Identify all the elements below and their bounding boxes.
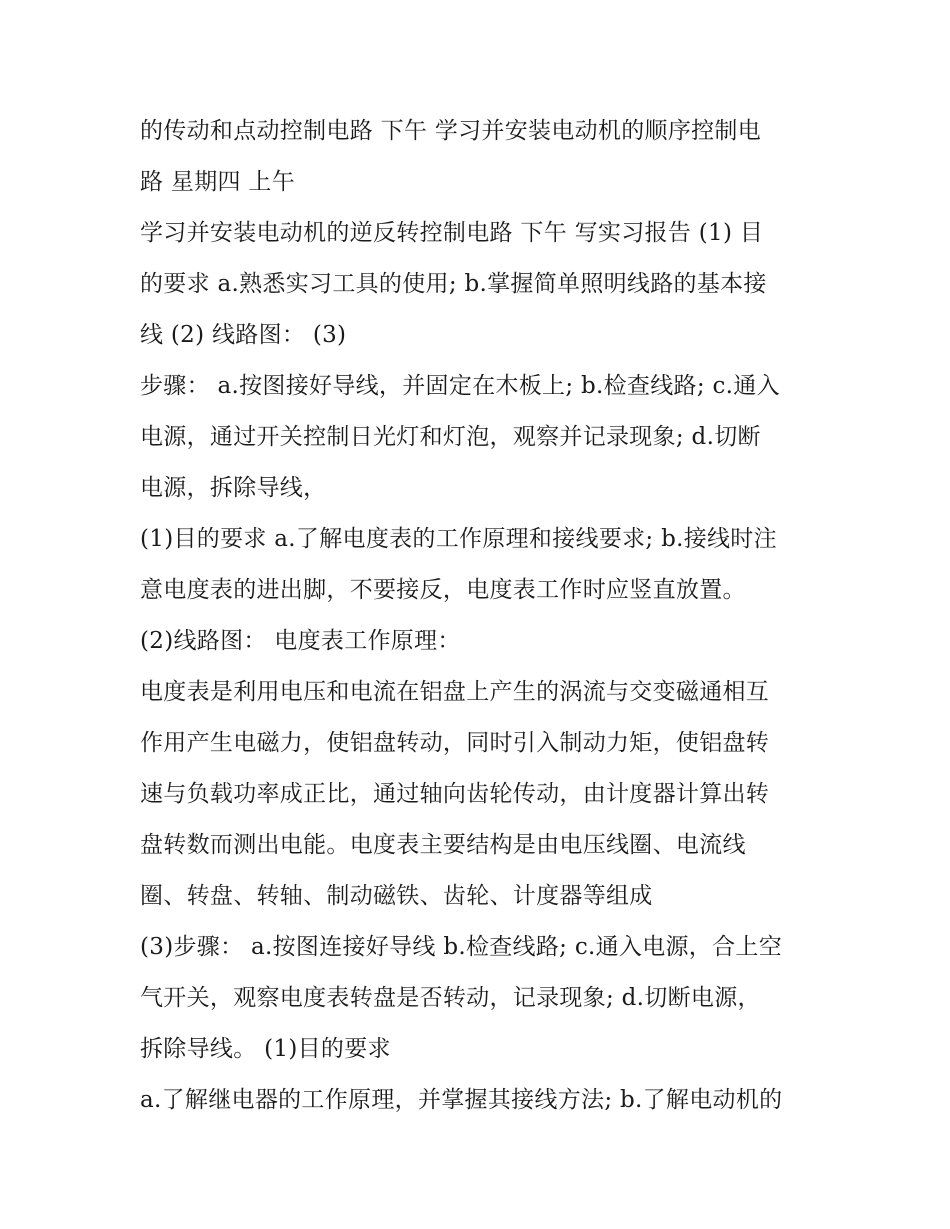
text-line: 路 星期四 上午	[140, 169, 296, 195]
body-text	[140, 106, 820, 1126]
text-line: 电源，通过开关控制日光灯和灯泡，观察并记录现象; d.切断	[140, 424, 761, 450]
text-line: 意电度表的进出脚，不要接反，电度表工作时应竖直放置。	[140, 577, 746, 603]
text-line: 圈、转盘、转轴、制动磁铁、齿轮、计度器等组成	[140, 883, 653, 909]
text-line: 电源，拆除导线，	[140, 475, 327, 501]
text-line: 速与负载功率成正比，通过轴向齿轮传动，由计度器计算出转	[140, 781, 770, 807]
text-line: (1)目的要求 a.了解电度表的工作原理和接线要求; b.接线时注	[140, 526, 777, 552]
text-line: 的传动和点动控制电路 下午 学习并安装电动机的顺序控制电	[140, 118, 762, 144]
text-line: (2)线路图： 电度表工作原理：	[140, 628, 461, 654]
text-line: 气开关，观察电度表转盘是否转动，记录现象; d.切断电源，	[140, 985, 761, 1011]
text-line: 学习并安装电动机的逆反转控制电路 下午 写实习报告 (1) 目	[140, 220, 764, 246]
text-line: 拆除导线。 (1)目的要求	[140, 1036, 391, 1062]
text-line: 的要求 a.熟悉实习工具的使用; b.掌握简单照明线路的基本接	[140, 271, 767, 297]
text-line: 电度表是利用电压和电流在铝盘上产生的涡流与交变磁通相互	[140, 679, 770, 705]
text-line: 线 (2) 线路图： (3)	[140, 322, 347, 348]
text-line: a.了解继电器的工作原理，并掌握其接线方法; b.了解电动机的	[140, 1087, 783, 1113]
text-line: 作用产生电磁力，使铝盘转动，同时引入制动力矩，使铝盘转	[140, 730, 770, 756]
text-line: 盘转数而测出电能。电度表主要结构是由电压线圈、电流线	[140, 832, 746, 858]
text-line: (3)步骤： a.按图连接好导线 b.检查线路; c.通入电源，合上空	[140, 934, 783, 960]
text-line: 步骤： a.按图接好导线，并固定在木板上; b.检查线路; c.通入	[140, 373, 780, 399]
